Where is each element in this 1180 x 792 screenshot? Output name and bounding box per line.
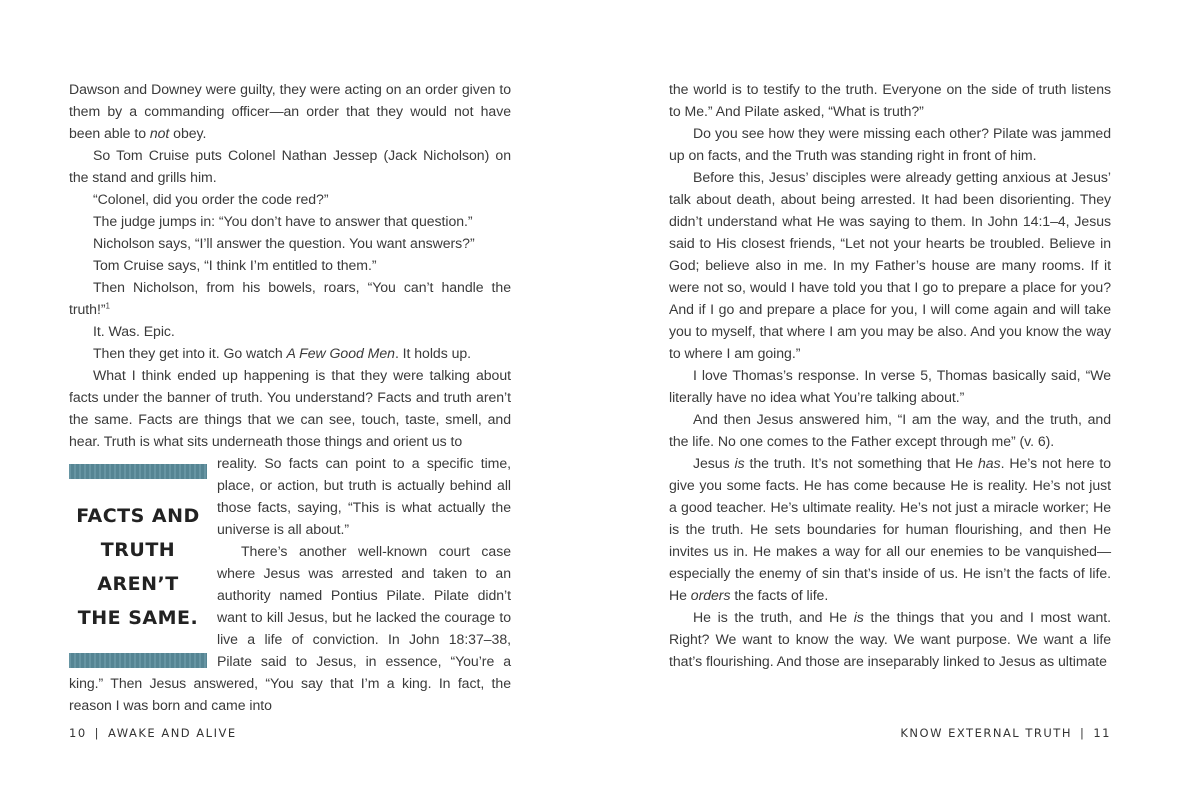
body-paragraph [669, 452, 1111, 606]
right-page [669, 78, 1111, 672]
body-paragraph [69, 364, 511, 452]
body-paragraph [69, 232, 511, 254]
text-run: Jesus [693, 455, 735, 471]
text-run: What I think ended up happening is that they were talking about facts under the banner of truth. You understand? Facts and truth aren’t the same. Facts are things that we can see, touch, taste, smell, and hear. Truth is what sits underneath those things and orient us to [69, 367, 511, 449]
text-run: . It holds up. [394, 345, 472, 361]
running-head: KNOW EXTERNAL TRUTH [900, 726, 1072, 740]
page-number: 11 [1093, 726, 1111, 740]
footnote-marker: 1 [105, 301, 110, 311]
right-folio [900, 726, 1111, 740]
pull-quote-line: THE SAME. [77, 607, 199, 629]
body-paragraph [669, 166, 1111, 364]
left-body-text [69, 78, 511, 452]
body-paragraph [669, 606, 1111, 672]
text-run: Do you see how they were missing each other? Pilate was jammed up on facts, and the Truth was standing right in front of him. [669, 125, 1111, 163]
text-run: the things that you and I most want. Right? We want to know the way. We want purpose. We want a life that’s flourishing. And those are inseparably linked to Jesus as ultimate [669, 609, 1111, 669]
body-paragraph [69, 78, 511, 144]
text-run: obey. [169, 125, 207, 141]
text-run: reality. So facts can point to a specific time, place, or action, but truth is actually behind all those facts, saying, “This is what actually the universe is all about.” [217, 455, 511, 537]
italic-text: not [149, 125, 170, 141]
body-paragraph [69, 254, 511, 276]
pull-quote [69, 464, 207, 668]
pull-quote-top-bar [69, 464, 207, 479]
body-paragraph [669, 364, 1111, 408]
left-folio [69, 726, 237, 740]
text-run: I love Thomas’s response. In verse 5, Thomas basically said, “We literally have no idea what You’re talking about.” [669, 367, 1111, 405]
text-run: He is the truth, and He [693, 609, 854, 625]
running-head: AWAKE AND ALIVE [108, 726, 237, 740]
pull-quote-line: TRUTH AREN’T [97, 539, 179, 595]
text-run: And then Jesus answered him, “I am the way, and the truth, and the life. No one comes to the Father except through me” (v. 6). [669, 411, 1111, 449]
text-run: . He’s not here to give you some facts. He has come because He is reality. He’s not just a good teacher. He’s ultimate reality. He’s not just a miracle worker; He is the truth. He sets boundaries for human flourishing, and then He invites us in. He makes a way for all our enemies to be vanquished—especially the enemy of sin that’s inside of us. He isn’t the facts of life. He [669, 455, 1111, 603]
body-paragraph [69, 188, 511, 210]
text-run: the world is to testify to the truth. Everyone on the side of truth listens to Me.” And Pilate asked, “What is truth?” [669, 81, 1111, 119]
text-run: Dawson and Downey were guilty, they were acting on an order given to them by a commanding officer—an order that they would not have been able to [69, 81, 511, 141]
text-run: Tom Cruise says, “I think I’m entitled to them.” [93, 257, 377, 273]
pull-quote-bottom-bar [69, 653, 207, 668]
body-paragraph [69, 144, 511, 188]
folio-separator: | [1079, 726, 1086, 740]
body-paragraph [669, 78, 1111, 122]
italic-text: is [853, 609, 864, 625]
left-page [69, 78, 511, 716]
body-paragraph [669, 122, 1111, 166]
folio-separator: | [94, 726, 101, 740]
italic-text: A Few Good Men [286, 345, 395, 361]
italic-text: has [978, 455, 1001, 471]
text-run: It. Was. Epic. [93, 323, 175, 339]
body-paragraph [69, 276, 511, 320]
text-run: So Tom Cruise puts Colonel Nathan Jessep (Jack Nicholson) on the stand and grills him. [69, 147, 511, 185]
text-run: There’s another well-known court case where Jesus was arrested and taken to an authority named Pontius Pilate. Pilate didn’t want to kill Jesus, but he lacked the courage to live a life of conviction. In John 18:37–38, Pilate said to Jesus, in essence, “You’re a king.” Then Jesus answered, “You say that I’m a king. In fact, the reason I was born and came into [69, 543, 511, 713]
right-body-text [669, 78, 1111, 672]
text-run: “Colonel, did you order the code red?” [93, 191, 329, 207]
page-number: 10 [69, 726, 87, 740]
text-run: the truth. It’s not something that He [744, 455, 979, 471]
text-run: the facts of life. [730, 587, 829, 603]
body-paragraph [69, 320, 511, 342]
text-run: Then Nicholson, from his bowels, roars, “You can’t handle the truth!” [69, 279, 511, 317]
text-run: Nicholson says, “I’ll answer the question. You want answers?” [93, 235, 475, 251]
body-paragraph [69, 342, 511, 364]
italic-text: orders [690, 587, 731, 603]
body-paragraph [669, 408, 1111, 452]
pull-quote-line: FACTS AND [76, 505, 200, 527]
body-paragraph [69, 210, 511, 232]
text-run: The judge jumps in: “You don’t have to answer that question.” [93, 213, 473, 229]
text-run: Before this, Jesus’ disciples were already getting anxious at Jesus’ talk about death, about being arrested. It had been disorienting. They didn’t understand what He was saying to them. In John 14:1–4, Jesus said to His closest friends, “Let not your hearts be troubled. Believe in God; believe also in me. In my Father’s house are many rooms. If it were not so, would I have told you that I go to prepare a place for you? And if I go and prepare a place for you, I will come again and will take you to myself, that where I am you may be also. And you know the way to where I am going.” [669, 169, 1111, 361]
italic-text: is [734, 455, 745, 471]
text-run: Then they get into it. Go watch [93, 345, 287, 361]
